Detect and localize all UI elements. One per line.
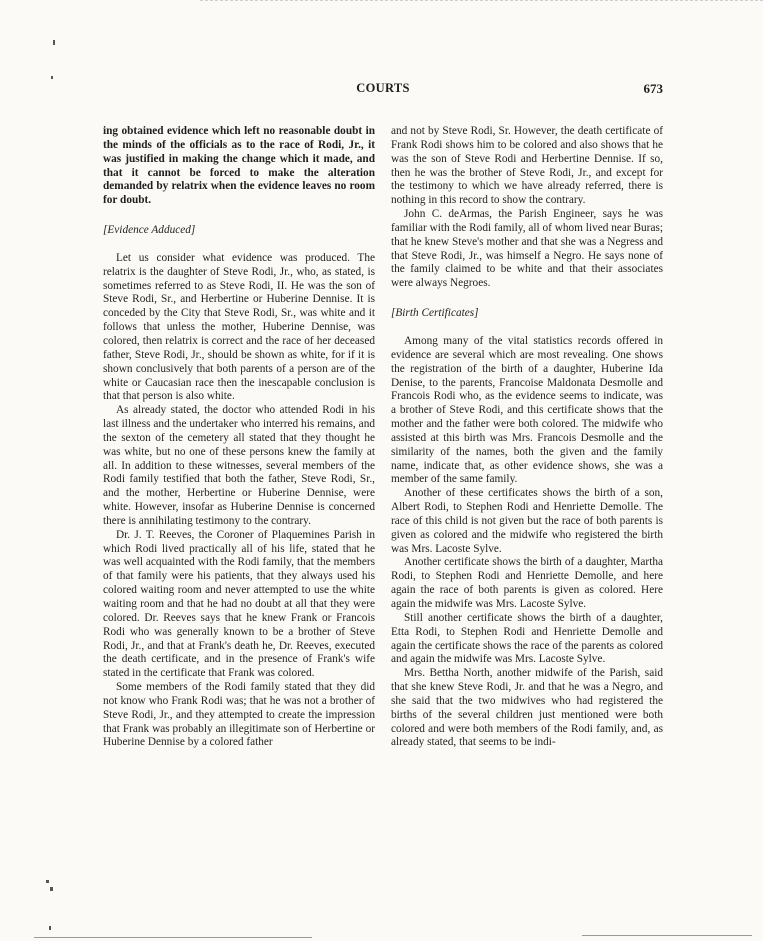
paragraph: Another of these certificates shows the birth of a son, Albert Rodi, to Stephen Rodi and Henriette Demolle. The race of this child is not given but the race of both parents is given as colored and the midwife who registered the birth was Mrs. Lacoste Sylve. — [391, 487, 663, 555]
opening-paragraph: ing obtained evidence which left no reasonable doubt in the minds of the officials as to the race of Rodi, Jr., it was justified in making the change which it made, and that it cannot be forced to make the alteration demanded by relatrix when the evidence leaves no room for doubt. — [103, 125, 375, 207]
scan-speck — [53, 40, 55, 45]
continued-paragraph: and not by Steve Rodi, Sr. However, the death certificate of Frank Rodi shows him to be colored and also shows that he was the son of Steve Rodi and Herbertine Dennise. If so, then he was the brother of Steve Rodi, Jr., and except for the testimony to which we have already referred, there is nothing in this record to show the contrary. — [391, 125, 663, 207]
paragraph: Some members of the Rodi family stated that they did not know who Frank Rodi was; that he was not a brother of Steve Rodi, Jr., and they attempted to create the impression that Frank was probably an illegitimate son of Herbertine or Huberine Dennise by a colored father — [103, 681, 375, 749]
paragraph: Dr. J. T. Reeves, the Coroner of Plaquemines Parish in which Rodi lived practically all of his life, stated that he was well acquainted with the Rodi family, that the members of that family were his patients, that they always used his colored waiting room and never attempted to use the white waiting room and that he had no doubt at all that they were colored. Dr. Reeves says that he knew Frank or Francois Rodi who was generally known to be a brother of Steve Rodi, Jr., and that at Frank's death he, Dr. Reeves, executed the death certificate, and in the presence of Frank's wife stated in the certificate that Frank was colored. — [103, 528, 375, 680]
paragraph: Let us consider what evidence was produced. The relatrix is the daughter of Steve Rodi, Jr., who, as stated, is sometimes referred to as Steve Rodi, II. He was the son of Steve Rodi, Sr., and Herbertine or Huberine Dennise. It is conceded by the City that Steve Rodi, Sr., was white and it follows that unless the mother, Huberine Dennise, was colored, then relatrix is correct and the race of her deceased father, Steve Rodi, Jr., should be shown as white, for if it is shown conclusively that both parents of a person are of the white or Caucasian race then the inescapable conclusion is that that person is also white. — [103, 251, 375, 403]
scan-speck — [51, 76, 53, 79]
right-column — [391, 125, 663, 750]
running-header — [103, 81, 663, 99]
paragraph: Another certificate shows the birth of a daughter, Martha Rodi, to Stephen Rodi and Henriette Demolle, and here again the race of both parents is given as colored. Here again the midwife was Mrs. Lacoste Sylve. — [391, 556, 663, 610]
bottom-edge-rule — [582, 935, 752, 936]
paragraph: John C. deArmas, the Parish Engineer, says he was familiar with the Rodi family, all of whom lived near Buras; that he knew Steve's mother and that she was a Negress and that Steve Rodi, Jr., was himself a Negro. He says none of the family claimed to be white and that their associates were always Negroes. — [391, 208, 663, 290]
paragraph: Still another certificate shows the birth of a daughter, Etta Rodi, to Stephen Rodi and Henriette Demolle and again the certificate shows the race of the parents as colored and again the midwife was Mrs. Lacoste Sylve. — [391, 611, 663, 666]
paragraph: Among many of the vital statistics records offered in evidence are several which are most revealing. One shows the registration of the birth of a daughter, Huberine Ida Denise, to the parents, Francoise Maldonata Desmolle and Francois Rodi who, as the evidence seems to indicate, was a brother of Steve Rodi, and this certificate shows that the mother and the father were both colored. The midwife who assisted at this birth was Mrs. Francois Desmolle and the similarity of the names, both the given and the family name, indicate that, as other evidence shows, she was a member of the same family. — [391, 334, 663, 486]
paragraph: As already stated, the doctor who attended Rodi in his last illness and the undertaker who interred his remains, and the sexton of the cemetery all stated that they thought he was white, but no one of these persons knew the family at all. In addition to these witnesses, several members of the Rodi family testified that both the father, Steve Rodi, Sr., and the mother, Herbertine or Huberine Dennise, were white. However, insofar as Huberine Dennise is concerned there is annihilating testimony to the contrary. — [103, 404, 375, 527]
scan-speck — [50, 887, 53, 891]
scan-speck — [49, 926, 51, 930]
paragraph: Mrs. Bettha North, another midwife of the Parish, said that she knew Steve Rodi, Jr. and that he was a Negro, and she said that the two midwives who had registered the births of the several children just mentioned were both colored and were both members of the Rodi family, and, as already stated, that seems to be indi- — [391, 667, 663, 749]
section-heading-birth-certificates: [Birth Certificates] — [391, 307, 479, 320]
running-title: COURTS — [356, 81, 410, 95]
left-column — [103, 125, 375, 750]
scan-speck — [46, 880, 49, 883]
page-number: 673 — [643, 81, 663, 96]
section-heading-evidence-adduced: [Evidence Adduced] — [103, 224, 196, 237]
bottom-edge-rule — [34, 937, 312, 938]
top-edge-dots — [200, 0, 763, 2]
